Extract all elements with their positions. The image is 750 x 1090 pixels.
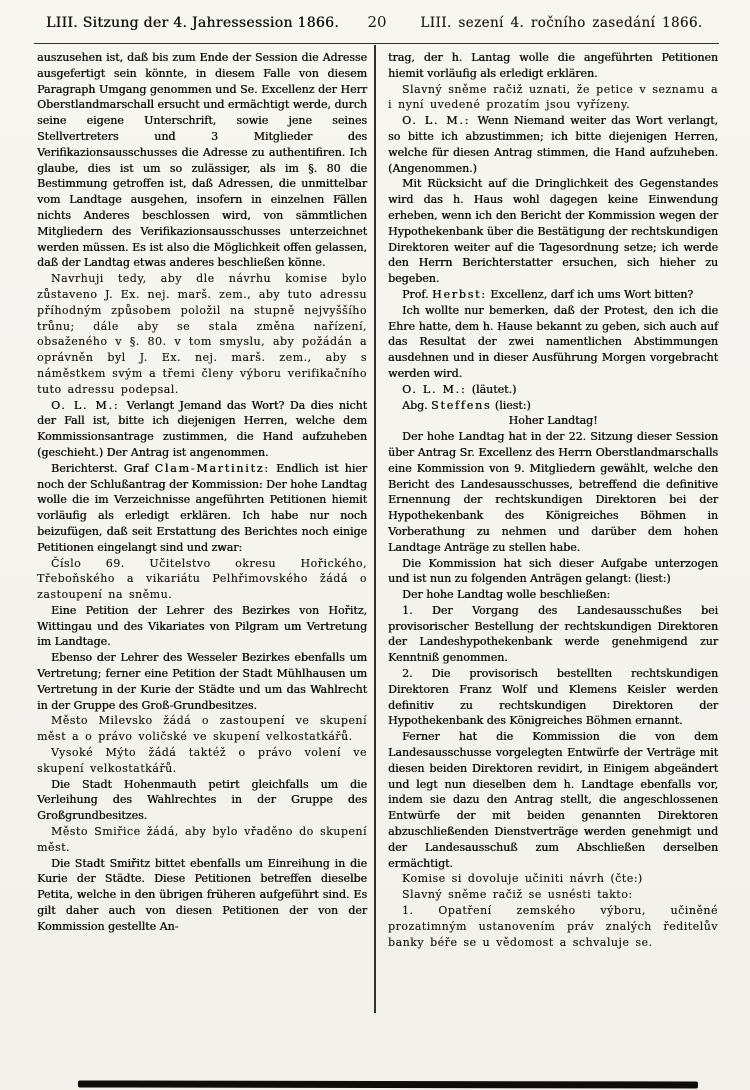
paragraph <box>37 745 367 777</box>
paragraph-text: trag, der h. Lantag wolle die angeführten Petitionen hiemit vorläufig als erledigt erklären. <box>388 51 718 80</box>
paragraph-text: Ferner hat die Kommission die von dem Landesausschusse vorgelegten Entwürfe der Verträge mit diesen beiden Direktoren revidirt, in Einigem abgeändert und legt nun dieselben dem h. Landtage ebenfalls vor, indem sie dazu den Antrag stellt, die angeschlossenen Entwürfe der mit beiden genannten Direktoren abzuschließenden Dienstverträge werden genehmigt und der Landesausschuß zum Abschließen derselben ermächtigt. <box>388 730 718 870</box>
header-title-czech: LIII. sezení 4. ročního zasedání 1866. <box>420 15 703 31</box>
speaker-name: O. L. M.: <box>402 382 472 396</box>
header-rule <box>34 43 719 44</box>
paragraph-text: Der hohe Landtag wolle beschließen: <box>402 588 611 602</box>
speaker-name: O. L. M.: <box>51 398 127 412</box>
speaker-name: O. L. M.: <box>402 114 478 128</box>
column-left <box>37 50 367 1090</box>
paragraph <box>388 871 718 887</box>
paragraph-text: Město Smiřice žádá, aby bylo vřaděno do skupení měst. <box>37 825 367 854</box>
paragraph-text: Abg. <box>402 398 432 412</box>
paragraph-text: 1. Der Vorgang des Landesausschußes bei provisorischer Bestellung der rechtskundigen Direktoren der Landeshypothekenbank werde genehmigend zur Kenntniß genommen. <box>388 603 718 665</box>
paragraph-text: Eine Petition der Lehrer des Bezirkes von Hořitz, Wittingau und des Vikariates von Pilgram um Vertretung im Landtage. <box>37 603 367 649</box>
paragraph-text: Berichterst. Graf <box>51 461 155 475</box>
paragraph-text: Komise si dovoluje učiniti návrh (čte:) <box>402 872 643 886</box>
paragraph <box>37 650 367 713</box>
paragraph-text: Slavný sněme račiž se usnésti takto: <box>402 888 633 902</box>
paragraph <box>37 603 367 650</box>
page-header <box>36 13 718 31</box>
paragraph <box>388 176 718 287</box>
paragraph-text: Ich wollte nur bemerken, daß der Protest, den ich die Ehre hatte, dem h. Hause bekannt zu geben, sich auch auf das Resultat der zwei namentlichen Abstimmungen ausdehnen und in dieser Ausführung Morgen vorgebracht werden wird. <box>388 303 718 380</box>
paragraph-text: Vysoké Mýto žádá taktéž o právo volení ve skupení velkostatkářů. <box>37 746 367 775</box>
paragraph-text: Die Stadt Hohenmauth petirt gleichfalls um die Verleihung des Wahlrechtes in der Gruppe des Großgrundbesitzes. <box>37 777 367 823</box>
paragraph-text: Wenn Niemand weiter das Wort verlangt, so bitte ich abzustimmen; ich bitte diejenigen Herren, welche für diesen Antrag stimmen, die Hand aufzuheben. (Angenommen.) <box>388 114 718 175</box>
column-right <box>388 50 718 1090</box>
paragraph <box>37 856 367 935</box>
paragraph <box>388 113 718 176</box>
paragraph-text: 2. Die provisorisch bestellten rechtskundigen Direktoren Franz Wolf und Klemens Keisler werden definitiv zu rechtskundigen Direktoren der Hypothekenbank des Königreiches Böhmen ernannt. <box>388 667 718 728</box>
paragraph-text: Číslo 69. Učitelstvo okresu Hořického, Třeboňského a vikariátu Pelhřimovského žádá o zastoupení na sněmu. <box>37 556 367 602</box>
paragraph-text: Slavný sněme račiž uznati, že petice v seznamu a i nyní uvedené prozatím jsou vyřízeny. <box>388 82 718 112</box>
paragraph-text: Prof. <box>402 287 432 301</box>
paragraph <box>388 398 718 414</box>
paragraph <box>388 303 718 382</box>
paragraph <box>388 382 718 398</box>
paragraph <box>37 777 367 824</box>
paragraph-text: (läutet.) <box>471 382 517 396</box>
paragraph <box>37 398 367 461</box>
paragraph <box>37 713 367 745</box>
paragraph-text: Der hohe Landtag hat in der 22. Sitzung dieser Session über Antrag Sr. Excellenz des Herrn Oberstlandmarschalls eine Kommission von 9. Mitgliedern gewählt, welche den Bericht des Landesausschusses, betreffend die definitive Ernennung der rechtskundigen Direktoren bei der Hypothekenbank des Königreiches Böhmen in Vorberathung zu nehmen und darüber dem hohen Landtage Anträge zu stellen habe. <box>388 430 718 554</box>
paragraph <box>388 666 718 729</box>
speaker-name: Steffens <box>431 398 492 412</box>
paragraph <box>388 603 718 666</box>
paragraph-text: 1. Opatření zemského výboru, učiněné prozatimným ustanovením práv znalých ředitelův banky béře se u vědomost a schvaluje se. <box>388 904 718 949</box>
paragraph-text: Endlich ist hier noch der Schlußantrag der Kommission: Der hohe Landtag wolle die im Verzeichnisse angeführten Petitionen hiemit vorläufig als erledigt erklären. Ich habe nur noch beizufügen, daß seit Erstattung des Berichtes noch einige Petitionen eingelangt sind und zwar: <box>37 461 367 554</box>
text-columns <box>37 50 719 1090</box>
paragraph-text: Die Stadt Smiřitz bittet ebenfalls um Einreihung in die Kurie der Städte. Diese Petitionen betreffen dieselbe Petita, welche in den übrigen früheren aufgeführt sind. Es gilt daher auch von diesen Petitionen der von der Kommission gestellte An- <box>37 856 367 933</box>
paragraph <box>388 429 718 555</box>
paragraph <box>37 556 367 603</box>
paragraph-text: Město Milevsko žádá o zastoupení ve skupení měst a o právo voličské ve skupení velkostatkářů. <box>37 714 367 744</box>
paragraph-text: Ebenso der Lehrer des Wesseler Bezirkes ebenfalls um Vertretung; ferner eine Petition der Stadt Mühlhausen um Vertretung in der Kurie der Städte und um das Wahlrecht in der Gruppe des Groß-Grundbesitzes. <box>37 651 367 712</box>
paragraph <box>37 824 367 856</box>
paragraph-text: Excellenz, darf ich ums Wort bitten? <box>486 287 694 301</box>
paragraph <box>388 82 718 114</box>
paragraph-text: Mit Rücksicht auf die Dringlichkeit des Gegenstandes wird das h. Haus wohl dagegen keine Einwendung erheben, wenn ich den Bericht der Kommission wegen der Hypothekenbank über die Bestätigung der rechtskundigen Direktoren weiter auf die Tagesordnung setze; ich werde den Herrn Berichterstatter ersuchen, sich hieher zu begeben. <box>388 177 718 286</box>
speaker-name: Clam-Martinitz: <box>154 461 270 475</box>
paragraph <box>388 729 718 871</box>
paragraph-text: Hoher Landtag! <box>508 414 598 428</box>
scan-artifact-bar <box>78 1080 698 1088</box>
page-number: 20 <box>367 13 387 31</box>
paragraph-text: Navrhuji tedy, aby dle návrhu komise bylo zůstaveno J. Ex. nej. marš. zem., aby tuto adressu příhodným způsobem položil na stupně nejvyššího trůnu; dále aby se stala změna nařízení, obsaženého v §. 80. v tom smyslu, aby požádán a oprávněn byl J. Ex. nej. marš. zem., aby s náměstkem svým a třemi členy výboru verifikačního tuto adressu podepsal. <box>37 272 367 396</box>
paragraph-text: Verlangt Jemand das Wort? Da dies nicht der Fall ist, bitte ich diejenigen Herren, welche dem Kommissionsantrage zustimmen, die Hand aufzuheben (geschieht.) Der Antrag ist angenommen. <box>37 398 367 459</box>
paragraph <box>388 887 718 903</box>
paragraph <box>37 461 367 556</box>
header-title-german: LIII. Sitzung der 4. Jahressession 1866. <box>46 15 339 31</box>
speaker-name: Herbst: <box>431 287 487 301</box>
paragraph <box>388 587 718 603</box>
paragraph <box>388 287 718 303</box>
paragraph <box>388 903 718 950</box>
paragraph-text: (liest:) <box>491 398 531 412</box>
paragraph <box>388 50 718 82</box>
paragraph-text: auszusehen ist, daß bis zum Ende der Session die Adresse ausgefertigt sein könnte, in diesem Falle von diesem Paragraph Umgang genommen und Se. Excellenz der Herr Oberstlandmarschall ersucht und ermächtigt werde, durch seine eigene Unterschrift, sowie jene seines Stellvertreters und 3 Mitglieder des Verifikazionsausschusses die Adresse zu authentifiren. Ich glaube, dies ist um so zulässiger, als im §. 80 die Bestimmung getroffen ist, daß Adressen, die unmittelbar vom Landtage ausgehen, insofern in einzelnen Fällen nichts Anderes beschlossen wird, von sämmtlichen Mitgliedern des Verifikazionsausschusses unterzeichnet werden müssen. Es ist also die Möglichkeit offen gelassen, daß der Landtag etwas anderes beschließen könne. <box>37 51 367 270</box>
paragraph <box>388 556 718 588</box>
paragraph <box>37 271 367 397</box>
paragraph <box>388 413 718 429</box>
paragraph-text: Die Kommission hat sich dieser Aufgabe unterzogen und ist nun zu folgenden Anträgen gelangt: (liest:) <box>388 556 718 586</box>
paragraph <box>37 50 367 271</box>
